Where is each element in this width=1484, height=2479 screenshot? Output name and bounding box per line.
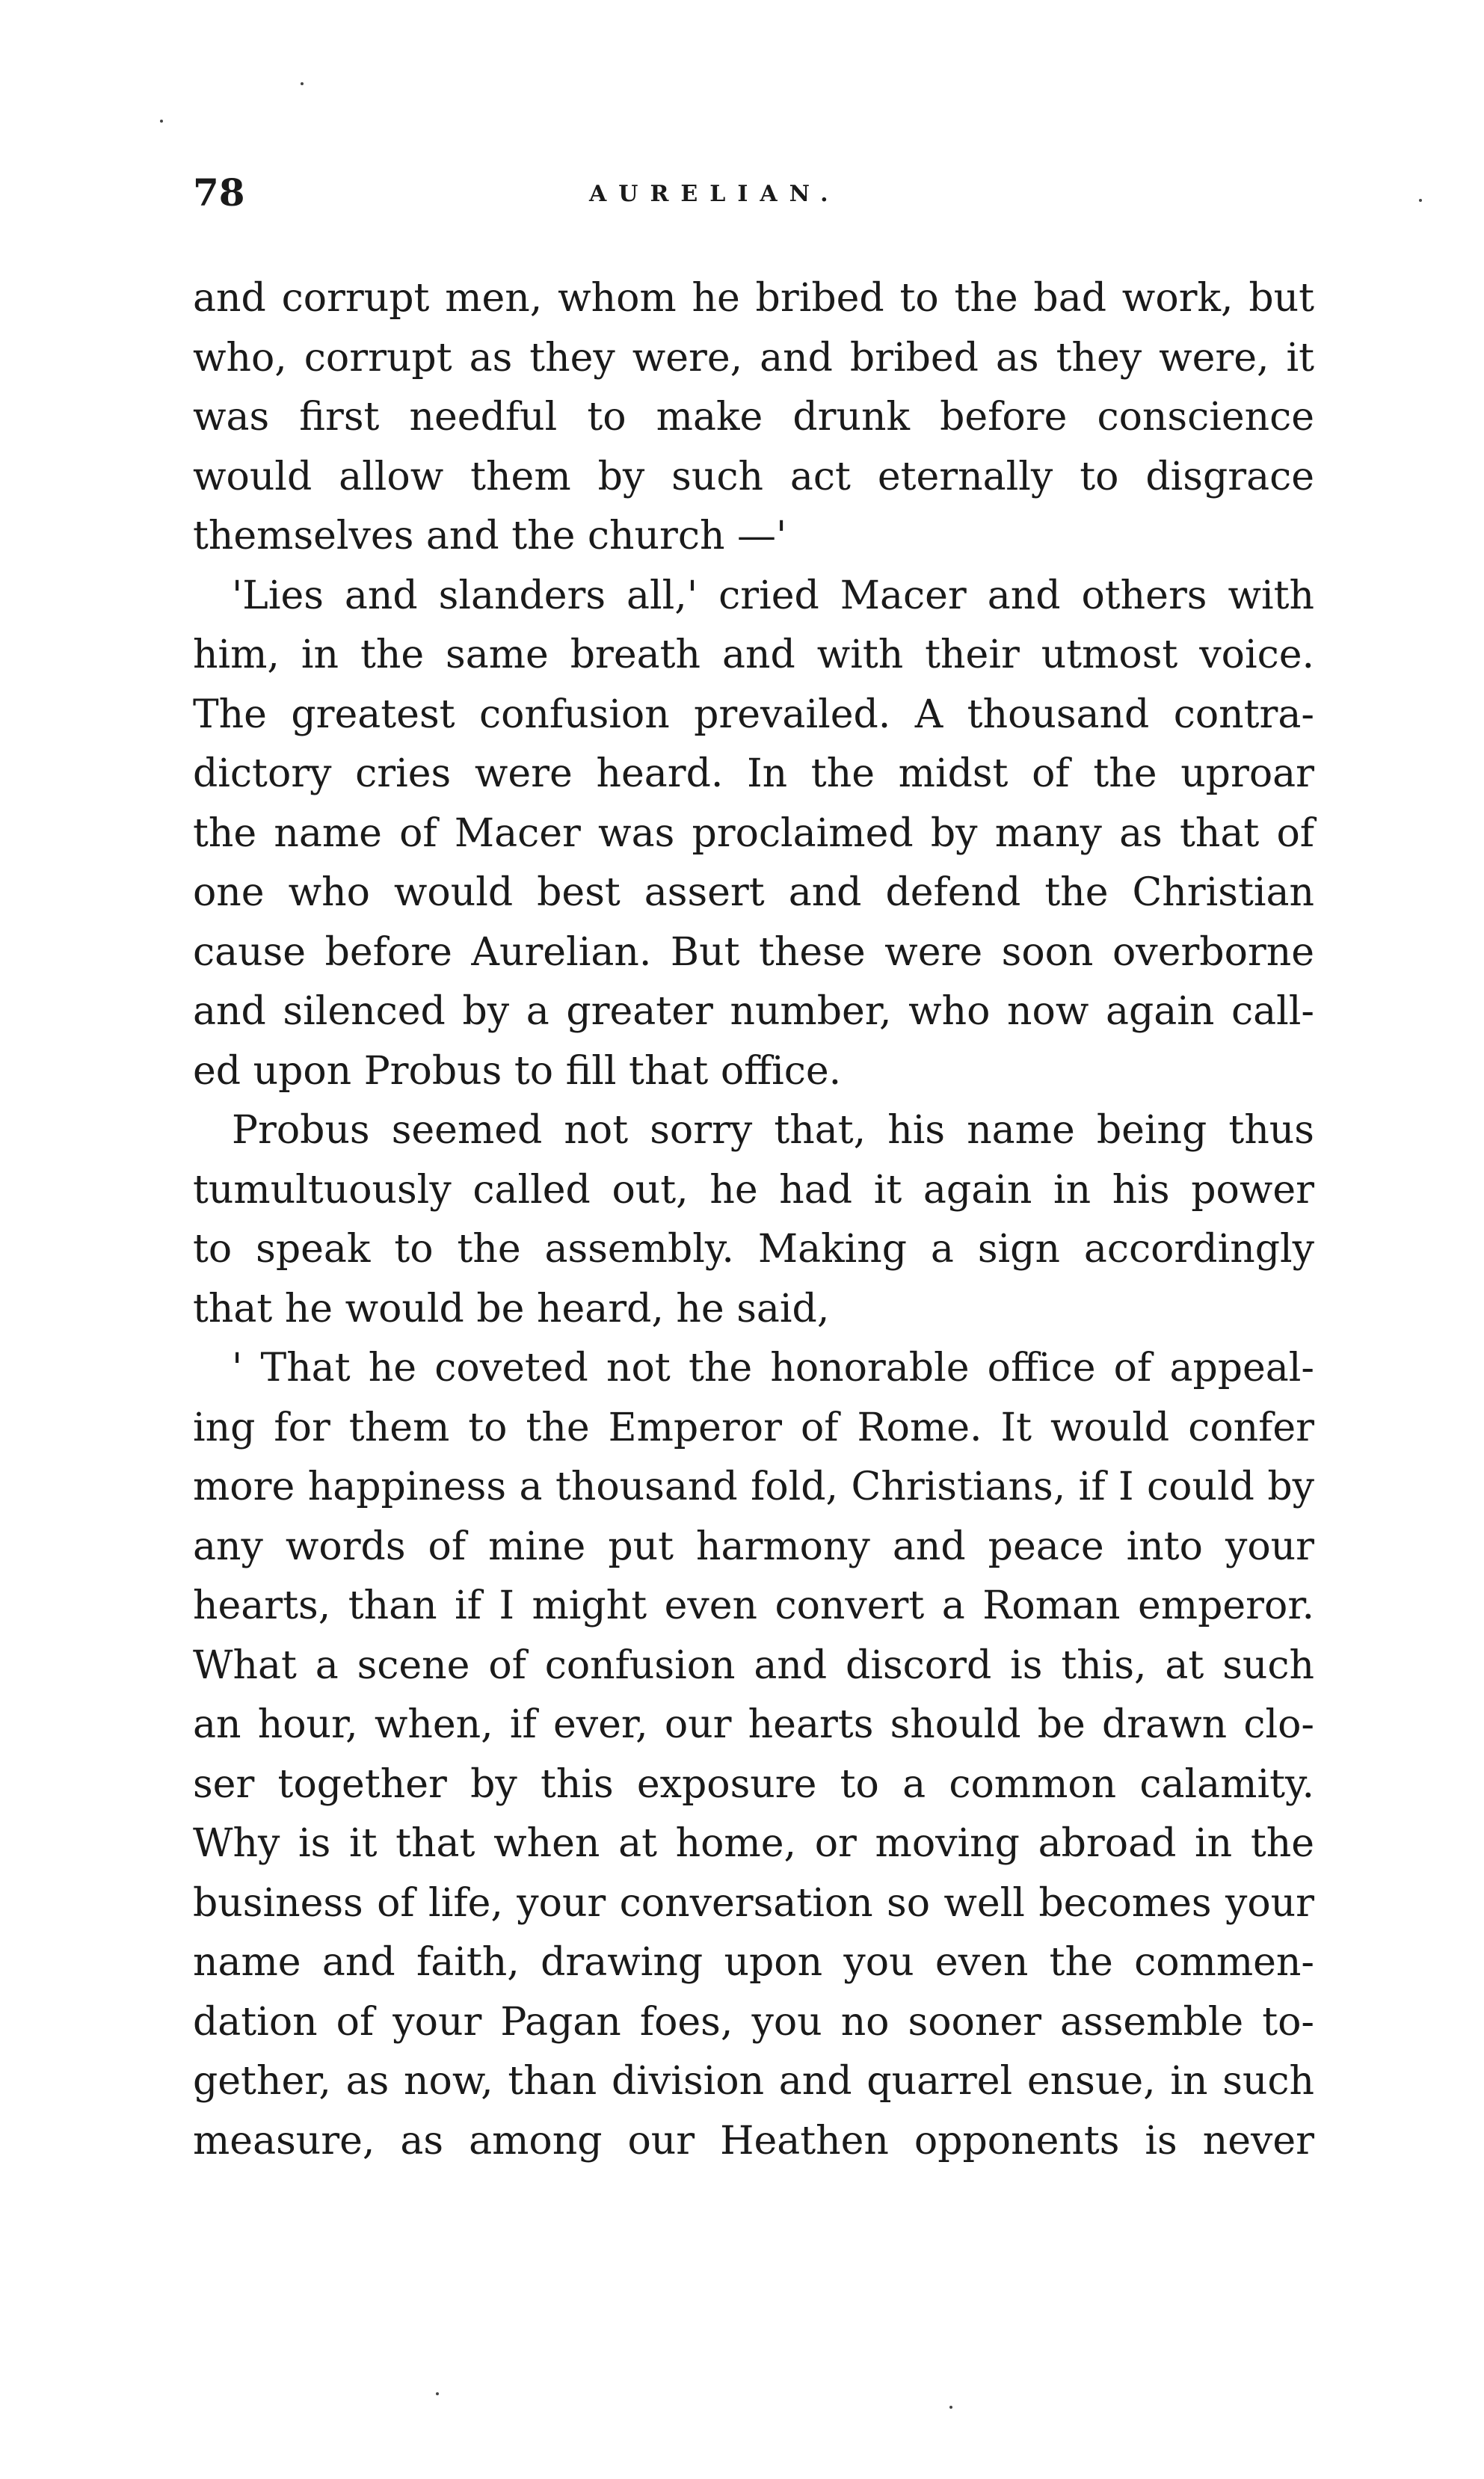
text-line: tumultuously called out, he had it again in his power [193,1167,1314,1213]
text-line: and corrupt men, whom he bribed to the bad work, but [193,276,1314,321]
print-speck [301,82,304,85]
text-line: was first needful to make drunk before conscience [193,395,1314,440]
text-line: themselves and the church —' [193,514,787,558]
text-line: Probus seemed not sorry that, his name being thus [232,1108,1314,1153]
text-line: business of life, your conversation so well becomes your [193,1880,1314,1926]
text-line: would allow them by such act eternally to disgrace [193,454,1314,499]
text-line: him, in the same breath and with their utmost voice. [193,632,1314,677]
text-line: ser together by this exposure to a common calamity. [193,1761,1314,1807]
text-line: gether, as now, than division and quarrel ensue, in such [193,2059,1314,2104]
text-line: hearts, than if I might even convert a Roman emperor. [193,1583,1314,1628]
text-line: What a scene of confusion and discord is this, at such [193,1642,1314,1688]
text-line: to speak to the assembly. Making a sign accordingly [193,1227,1314,1272]
text-line: cause before Aurelian. But these were soon overborne [193,929,1314,975]
text-line: an hour, when, if ever, our hearts should be drawn clo- [193,1702,1314,1747]
text-line: one who would best assert and defend the Christian [193,870,1314,915]
text-line: that he would be heard, he said, [193,1286,830,1331]
text-line: measure, as among our Heathen opponents is never [193,2118,1314,2164]
print-speck [160,120,163,123]
text-line: dictory cries were heard. In the midst of the uproar [193,751,1314,796]
text-line: ing for them to the Emperor of Rome. It would confer [193,1405,1314,1450]
text-line: Why is it that when at home, or moving abroad in the [193,1821,1314,1866]
body-text [193,269,1314,2171]
page-header [193,170,1314,230]
print-speck [436,2392,439,2395]
text-line: who, corrupt as they were, and bribed as they were, it [193,335,1314,381]
text-line: ' That he coveted not the honorable office of appeal- [232,1346,1314,1391]
page-number: 78 [193,170,245,215]
print-speck [1419,199,1422,202]
text-line: more happiness a thousand fold, Christians, if I could by [193,1465,1314,1509]
print-speck [949,2406,952,2409]
text-line: 'Lies and slanders all,' cried Macer and others with [232,573,1314,618]
text-line: ed upon Probus to fill that office. [193,1048,842,1094]
text-line: The greatest confusion prevailed. A thousand contra- [193,692,1314,737]
text-line: name and faith, drawing upon you even the commen- [193,1940,1314,1985]
text-line: any words of mine put harmony and peace into your [193,1524,1314,1569]
text-line: dation of your Pagan foes, you no sooner assemble to- [193,1999,1314,2045]
running-title: AURELIAN. [589,181,840,207]
text-line: the name of Macer was proclaimed by many as that of [193,810,1314,856]
text-line: and silenced by a greater number, who now again call- [193,989,1314,1034]
